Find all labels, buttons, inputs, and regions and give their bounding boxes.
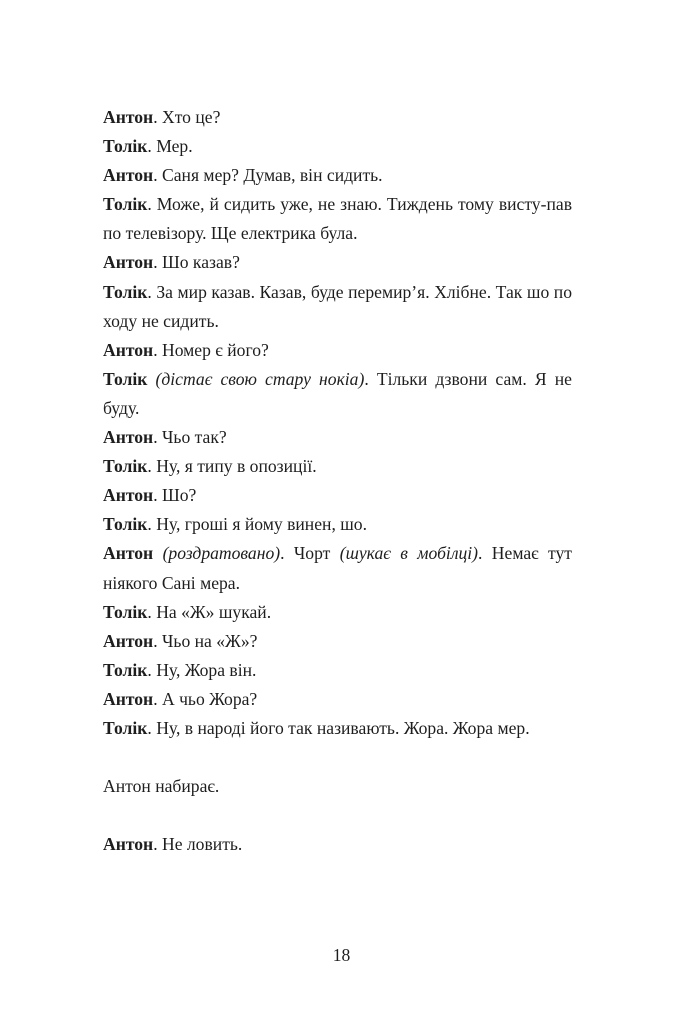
speaker-name: Антон	[103, 252, 154, 273]
speaker-name: Антон	[103, 834, 154, 855]
line-text: . Не ловить.	[153, 834, 243, 855]
line-text: . Хто це?	[153, 107, 221, 127]
paragraph-gap	[103, 801, 572, 830]
line-text: . Шо казав?	[153, 252, 240, 273]
speaker-name: Антон	[103, 427, 154, 448]
speaker-name: Антон	[103, 688, 154, 709]
line-text: . Немає тут ніякого Сані мера.	[103, 543, 573, 593]
dialogue-line	[103, 103, 572, 132]
stage-remark: (роздратовано)	[162, 543, 281, 564]
dialogue-line	[103, 539, 572, 597]
stage-remark: (дістає свою стару нокіа)	[155, 368, 365, 389]
dialogue-line	[103, 830, 572, 859]
line-text: . Тільки дзвони сам. Я не буду.	[103, 368, 572, 418]
line-text: . Ну, я типу в опозиції.	[147, 456, 317, 477]
play-dialogue	[103, 103, 572, 859]
line-text: . Мер.	[147, 136, 193, 157]
line-text: . Може, й сидить уже, не знаю. Тиждень тому висту-пав по телевізору. Ще електрика була.	[103, 194, 572, 244]
speaker-name: Толік	[103, 601, 148, 622]
speaker-name: Толік	[103, 368, 148, 389]
line-text: . А чьо Жора?	[153, 688, 258, 709]
dialogue-line	[103, 278, 572, 336]
dialogue-line	[103, 598, 572, 627]
speaker-name: Антон	[103, 543, 154, 564]
line-text: . На «Ж» шукай.	[147, 601, 272, 622]
page-number: 18	[332, 945, 351, 965]
paragraph-gap	[103, 743, 572, 772]
stage-remark: (шукає в мобілці)	[339, 543, 479, 564]
line-text: . Ну, гроші я йому винен, шо.	[147, 514, 367, 535]
dialogue-line	[103, 714, 572, 743]
dialogue-line	[103, 132, 572, 161]
line-text: . Чьо на «Ж»?	[153, 630, 258, 651]
dialogue-line	[103, 161, 572, 190]
dialogue-line	[103, 481, 572, 510]
dialogue-line	[103, 627, 572, 656]
speaker-name: Антон	[103, 165, 154, 186]
speaker-name: Толік	[103, 194, 148, 215]
line-text: . Номер є його?	[153, 339, 269, 360]
dialogue-line	[103, 248, 572, 277]
dialogue-line	[103, 336, 572, 365]
line-text: . Саня мер? Думав, він сидить.	[153, 165, 383, 186]
line-text: . Ну, Жора він.	[147, 659, 257, 680]
speaker-name: Антон	[103, 339, 154, 360]
line-text	[147, 369, 155, 389]
dialogue-line	[103, 452, 572, 481]
speaker-name: Толік	[103, 136, 148, 157]
speaker-name: Толік	[103, 456, 148, 477]
speaker-name: Антон	[103, 630, 154, 651]
speaker-name: Толік	[103, 514, 148, 535]
dialogue-line	[103, 656, 572, 685]
dialogue-line	[103, 510, 572, 539]
line-text: Антон набирає.	[103, 776, 220, 797]
line-text: . За мир казав. Казав, буде перемир’я. Хлібне. Так шо по ходу не сидить.	[103, 281, 572, 331]
line-text	[153, 543, 162, 563]
dialogue-line	[103, 365, 572, 423]
stage-direction	[103, 772, 572, 801]
line-text: . Чорт	[280, 543, 340, 564]
speaker-name: Антон	[103, 107, 154, 127]
line-text: . Ну, в народі його так називають. Жора. Жора мер.	[147, 717, 530, 738]
speaker-name: Толік	[103, 717, 148, 738]
speaker-name: Антон	[103, 485, 154, 506]
speaker-name: Толік	[103, 281, 148, 302]
dialogue-line	[103, 423, 572, 452]
line-text: . Шо?	[153, 485, 197, 506]
dialogue-line	[103, 190, 572, 248]
speaker-name: Толік	[103, 659, 148, 680]
line-text: . Чьо так?	[153, 427, 227, 448]
dialogue-line	[103, 685, 572, 714]
